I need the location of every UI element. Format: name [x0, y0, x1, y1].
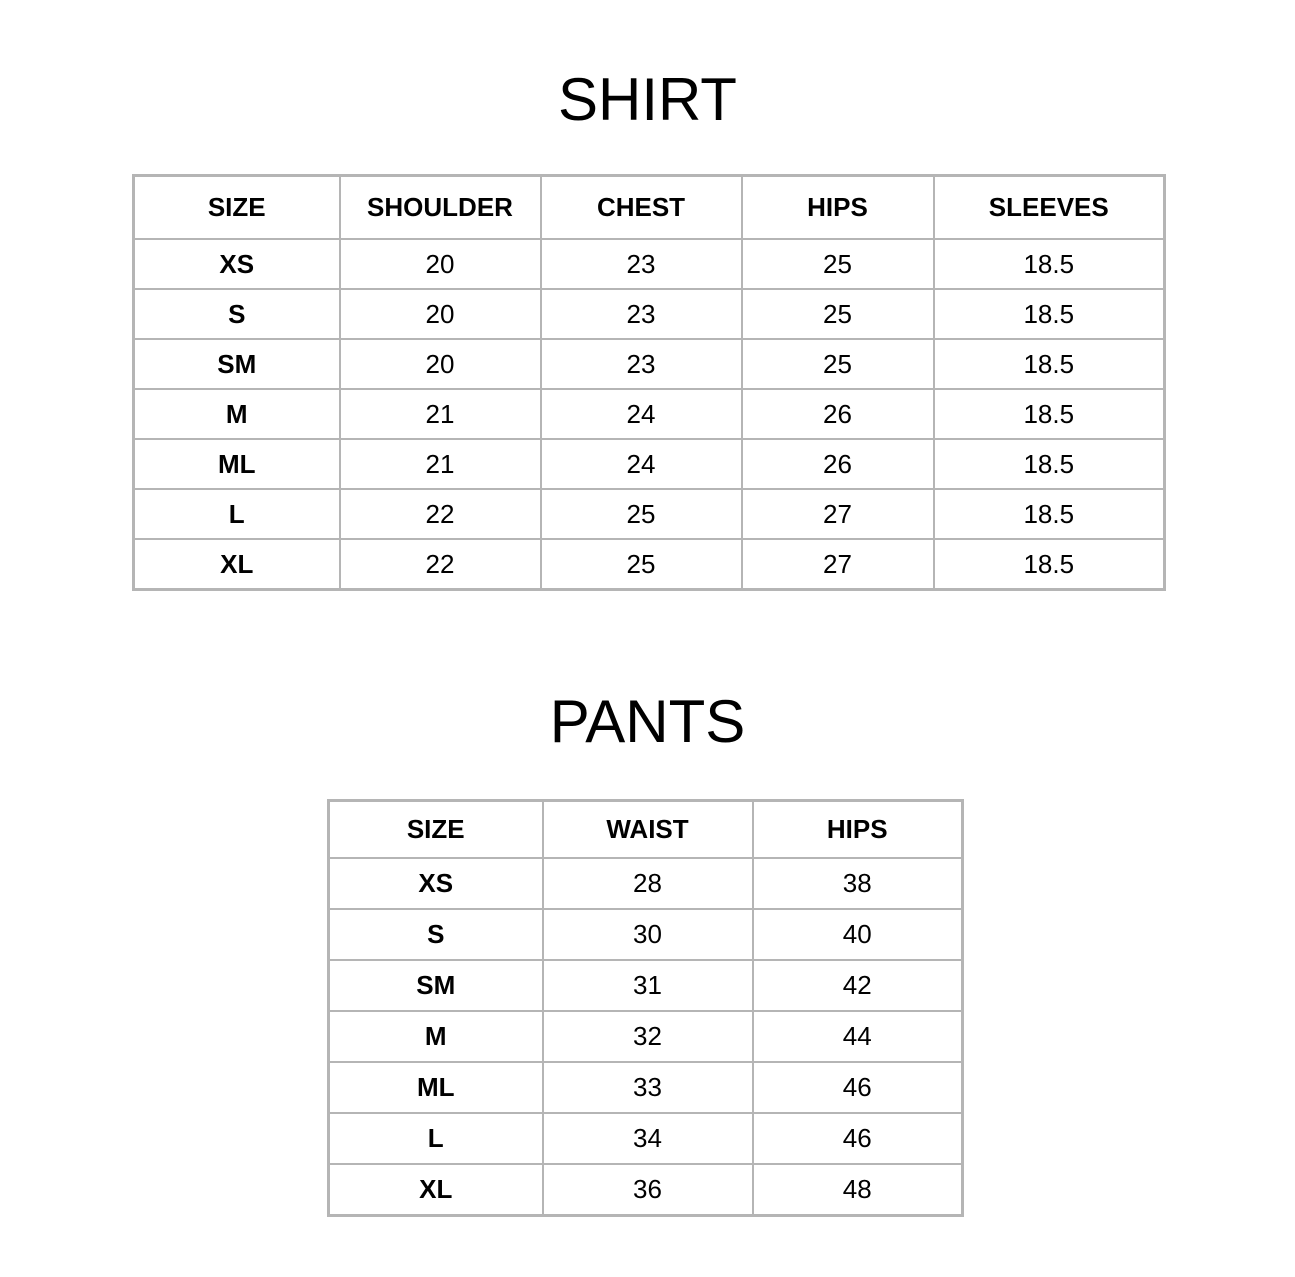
table-row: [134, 489, 1165, 539]
table-row: [134, 389, 1165, 439]
size-cell: SM: [134, 339, 340, 389]
chest-cell: 23: [541, 239, 742, 289]
waist-cell: 33: [543, 1062, 753, 1113]
table-row: [134, 339, 1165, 389]
column-header-size: SIZE: [134, 176, 340, 240]
size-cell: SM: [329, 960, 543, 1011]
table-row: [329, 1011, 963, 1062]
pants-size-table: [327, 799, 964, 1217]
hips-cell: 25: [742, 289, 934, 339]
hips-cell: 46: [753, 1113, 963, 1164]
hips-cell: 42: [753, 960, 963, 1011]
table-row: [329, 1164, 963, 1216]
waist-cell: 34: [543, 1113, 753, 1164]
hips-cell: 46: [753, 1062, 963, 1113]
hips-cell: 27: [742, 489, 934, 539]
pants-title: PANTS: [549, 688, 746, 755]
sleeves-cell: 18.5: [934, 539, 1165, 590]
table-row: [329, 858, 963, 909]
hips-cell: 26: [742, 439, 934, 489]
shoulder-cell: 22: [340, 539, 541, 590]
shirt-title: SHIRT: [558, 66, 737, 133]
table-row: [134, 239, 1165, 289]
sleeves-cell: 18.5: [934, 339, 1165, 389]
size-cell: L: [134, 489, 340, 539]
hips-cell: 25: [742, 239, 934, 289]
size-cell: XS: [329, 858, 543, 909]
table-header-row: [134, 176, 1165, 240]
hips-cell: 27: [742, 539, 934, 590]
hips-cell: 40: [753, 909, 963, 960]
waist-cell: 36: [543, 1164, 753, 1216]
table-row: [329, 1113, 963, 1164]
size-cell: L: [329, 1113, 543, 1164]
shoulder-cell: 20: [340, 289, 541, 339]
shoulder-cell: 20: [340, 239, 541, 289]
size-cell: ML: [329, 1062, 543, 1113]
size-cell: XL: [134, 539, 340, 590]
column-header-chest: CHEST: [541, 176, 742, 240]
column-header-hips: HIPS: [742, 176, 934, 240]
table-row: [134, 439, 1165, 489]
shoulder-cell: 22: [340, 489, 541, 539]
size-cell: XL: [329, 1164, 543, 1216]
table-row: [329, 909, 963, 960]
column-header-shoulder: SHOULDER: [340, 176, 541, 240]
chest-cell: 23: [541, 289, 742, 339]
table-row: [329, 1062, 963, 1113]
waist-cell: 28: [543, 858, 753, 909]
column-header-size: SIZE: [329, 801, 543, 859]
table-row: [134, 289, 1165, 339]
column-header-hips: HIPS: [753, 801, 963, 859]
hips-cell: 26: [742, 389, 934, 439]
size-cell: S: [329, 909, 543, 960]
size-cell: S: [134, 289, 340, 339]
size-cell: XS: [134, 239, 340, 289]
chest-cell: 23: [541, 339, 742, 389]
hips-cell: 38: [753, 858, 963, 909]
chest-cell: 25: [541, 539, 742, 590]
table-row: [329, 960, 963, 1011]
sleeves-cell: 18.5: [934, 389, 1165, 439]
waist-cell: 32: [543, 1011, 753, 1062]
waist-cell: 31: [543, 960, 753, 1011]
sleeves-cell: 18.5: [934, 289, 1165, 339]
waist-cell: 30: [543, 909, 753, 960]
sleeves-cell: 18.5: [934, 439, 1165, 489]
chest-cell: 25: [541, 489, 742, 539]
shirt-size-table: [132, 174, 1166, 591]
chest-cell: 24: [541, 439, 742, 489]
shoulder-cell: 21: [340, 439, 541, 489]
sleeves-cell: 18.5: [934, 239, 1165, 289]
shoulder-cell: 21: [340, 389, 541, 439]
sleeves-cell: 18.5: [934, 489, 1165, 539]
column-header-waist: WAIST: [543, 801, 753, 859]
table-header-row: [329, 801, 963, 859]
shoulder-cell: 20: [340, 339, 541, 389]
hips-cell: 48: [753, 1164, 963, 1216]
size-cell: M: [329, 1011, 543, 1062]
size-cell: M: [134, 389, 340, 439]
chest-cell: 24: [541, 389, 742, 439]
size-cell: ML: [134, 439, 340, 489]
column-header-sleeves: SLEEVES: [934, 176, 1165, 240]
hips-cell: 44: [753, 1011, 963, 1062]
table-row: [134, 539, 1165, 590]
hips-cell: 25: [742, 339, 934, 389]
